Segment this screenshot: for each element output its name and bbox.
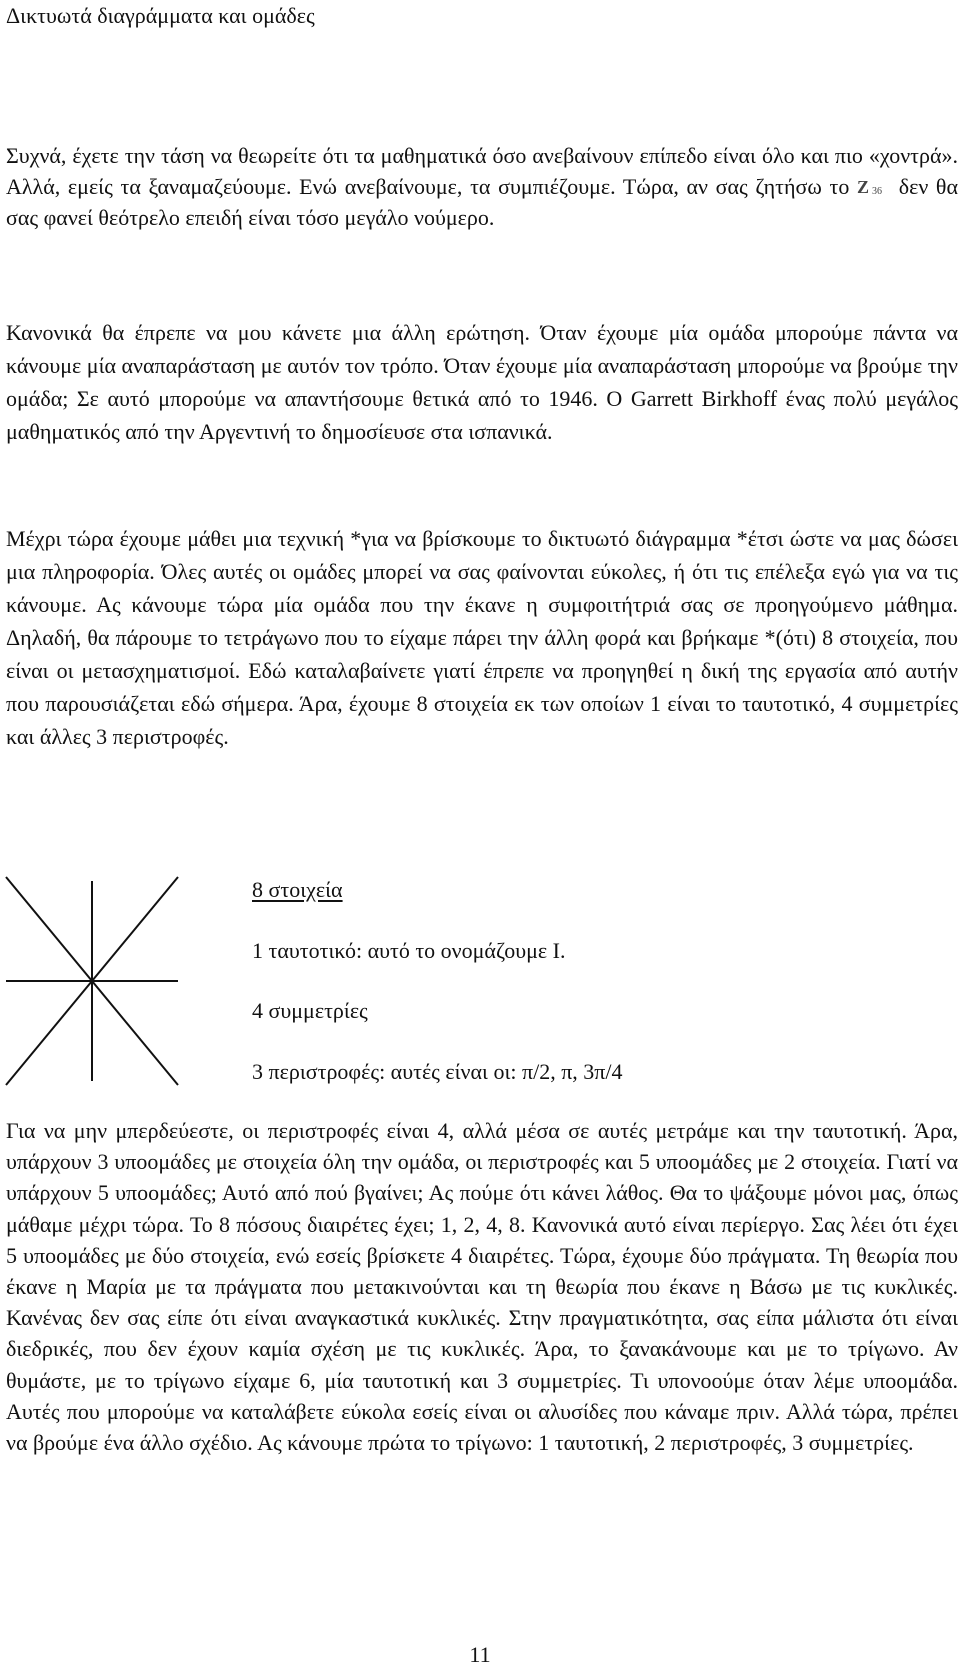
paragraph-intro-text-b: δεν θα σας φανεί θεότρελο επειδή είναι τόσο μεγάλο νούμερο. <box>6 174 959 230</box>
figure-identity: 1 ταυτοτικό: αυτό το ονομάζουμε I. <box>252 938 566 963</box>
paragraph-intro-text-a: Συχνά, έχετε την τάση να θεωρείτε ότι τα μαθηματικά όσο ανεβαίνουν επίπεδο είναι όλο και πιο «χοντρά». Αλλά, εμείς τα ξαναμαζεύουμε. Ενώ ανεβαίνουμε, τα συμπιέζουμε. Τώρα, αν σας ζητήσω το <box>6 143 958 199</box>
paragraph-square-group: Μέχρι τώρα έχουμε μάθει μια τεχνική *για να βρίσκουμε το δικτυωτό διάγραμμα *έτσι ώστε να μας δώσει μια πληροφορία. Όλες αυτές οι ομάδες μπορεί να σας φαίνονται εύκολες, ή ότι τις επέλεξα εγώ για να τις κάνουμε. Ας κάνουμε τώρα μία ομάδα που την έκανε η συμφοιτήτριά σας σε προηγούμενο μάθημα. Δηλαδή, θα πάρουμε το τετράγωνο που το είχαμε πάρει την άλλη φορά και βρήκαμε *(ότι) 8 στοιχεία, που είναι οι μετασχηματισμοί. Εδώ καταλαβαίνετε γιατί έπρεπε να προηγηθεί η δική της εργασία από αυτήν που παρουσιάζεται εδώ σήμερα. Άρα, έχουμε 8 στοιχεία εκ των οποίων 1 είναι το ταυτοτικό, 4 συμμετρίες και άλλες 3 περιστροφές. <box>6 526 958 749</box>
figure-total-elements: 8 στοιχεία <box>252 877 343 902</box>
paragraph-representation: Κανονικά θα έπρεπε να μου κάνετε μια άλλη ερώτηση. Όταν έχουμε μία ομάδα μπορούμε πάντα να κάνουμε μία αναπαράσταση με αυτόν τον τρόπο. Όταν έχουμε μία αναπαράσταση μπορούμε να βρούμε την ομάδα; Σε αυτό μπορούμε να απαντήσουμε θετικά από το 1946. Ο Garrett Birkhoff ένας πολύ μεγάλος μαθηματικός από την Αργεντινή το δημοσίευσε στα ισπανικά. <box>6 320 959 444</box>
paragraph-subgroups: Για να μην μπερδεύεστε, οι περιστροφές είναι 4, αλλά μέσα σε αυτές μετράμε και την ταυτοτική. Άρα, υπάρχουν 3 υποομάδες με στοιχεία όλη την ομάδα, οι περιστροφές και 5 υποομάδες με 2 στοιχεία. Γιατί να υπάρχουν 5 υποομάδες; Αυτό από πού βγαίνει; Ας πούμε ότι κάνει λάθος. Θα το ψάξουμε μόνοι μας, όπως μάθαμε μέχρι τώρα. Το 8 πόσους διαιρέτες έχει; 1, 2, 4, 8. Κανονικά αυτό είναι περίεργο. Σας λέει ότι έχει 5 υποομάδες με δύο στοιχεία, ενώ εσείς βρίσκετε 4 διαιρέτες. Τώρα, έχουμε δύο πράγματα. Τη θεωρία που έκανε η Μαρία με τα πράγματα που μετακινούνται και τη θεωρία που έκανε η Βάσω με τις κυκλικές. Κανένας δεν σας είπε ότι είναι αναγκαστικά κυκλικές. Στην πραγματικότητα, σας είπα μάλιστα ότι είναι διεδρικές, που δεν έχουν καμία σχέση με τις κυκλικές. Άρα, το ξανακάνουμε και με το τρίγωνο. Αν θυμάστε, με το τρίγωνο είχαμε 6, μία ταυτοτική και 3 συμμετρίες. Τι υπονοούμε όταν λέμε υποομάδα. Αυτές που μπορούμε να καταλάβετε εύκολα εσείς είναι οι αλυσίδες που κάναμε πριν. Αλλά τώρα, πρέπει να βρούμε ένα άλλο σχέδιο. Ας κάνουμε πρώτα το τρίγωνο: 1 ταυτοτική, 2 περιστροφές, 3 συμμετρίες. <box>6 1118 958 1456</box>
figure-reflections: 4 συμμετρίες <box>252 998 368 1023</box>
paragraph-intro <box>6 140 958 233</box>
page-title: Δικτυωτά διαγράμματα και ομάδες <box>6 3 315 28</box>
z-symbol-subscript: 36 <box>872 186 883 195</box>
z-symbol-letter: Z <box>857 179 870 195</box>
figure-rotations: 3 περιστροφές: αυτές είναι οι: π/2, π, 3π/4 <box>252 1059 623 1084</box>
z36-symbol <box>857 179 891 195</box>
page-number: 11 <box>469 1642 491 1667</box>
square-symmetry-axes-icon <box>4 875 180 1087</box>
